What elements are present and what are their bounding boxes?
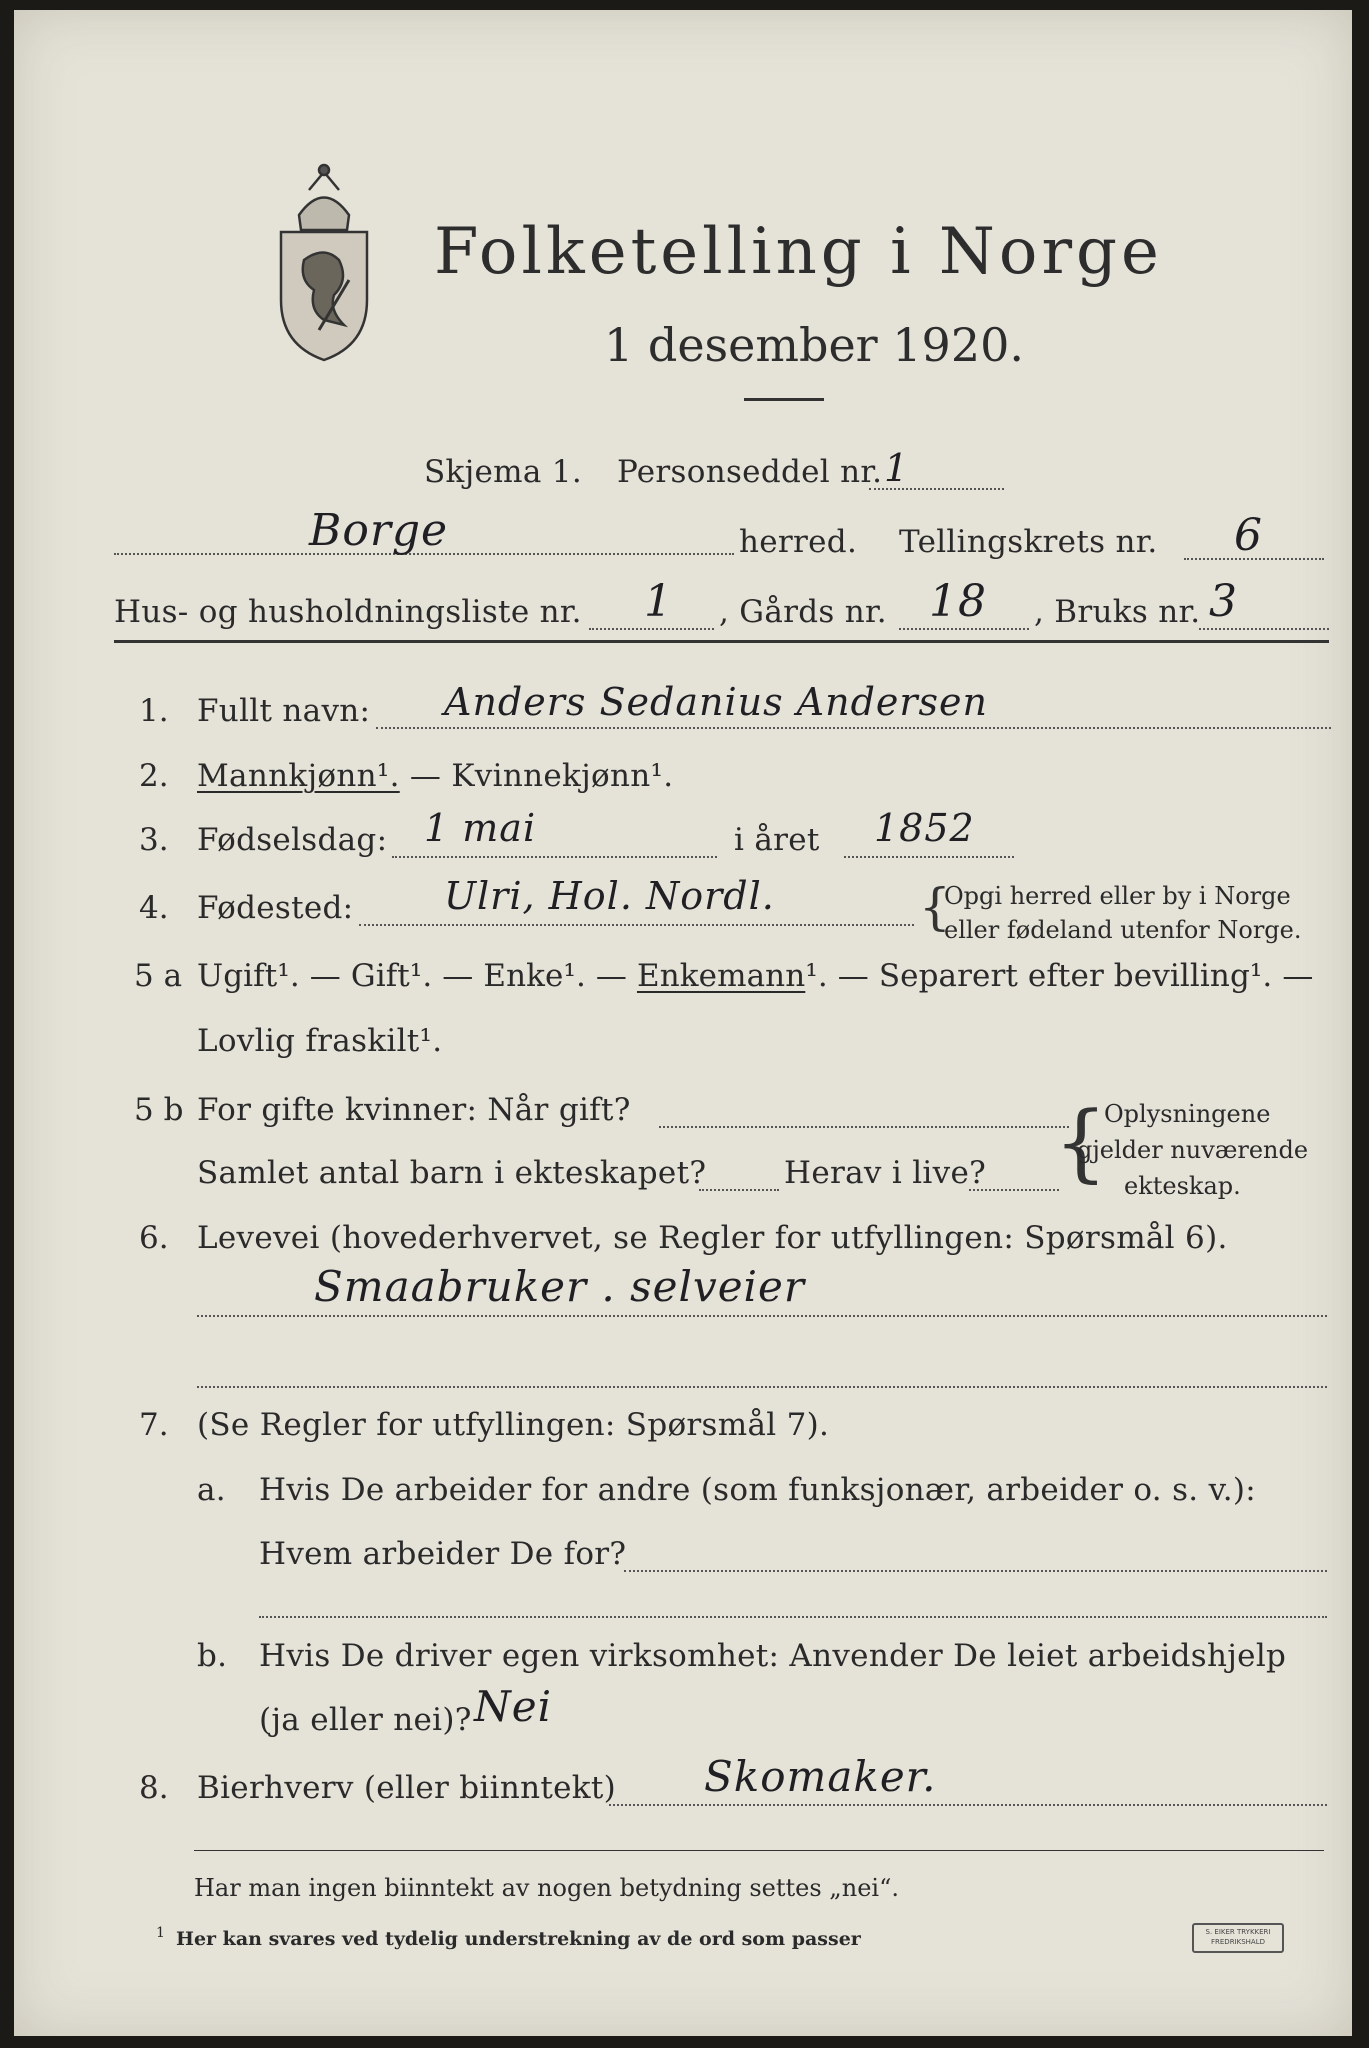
q7b-value: Nei	[474, 1682, 553, 1731]
q6-line2	[197, 1386, 1327, 1388]
printer-stamp-line2: FREDRIKSHALD	[1210, 1938, 1265, 1946]
q8-line	[609, 1804, 1327, 1806]
title-divider	[744, 398, 824, 401]
q3-value: 1 mai	[424, 806, 537, 850]
census-form-page	[14, 10, 1352, 2036]
q4-value: Ulri, Hol. Nordl.	[444, 874, 775, 918]
printer-stamp-line1: S. EIKER TRYKKERI	[1205, 1928, 1271, 1936]
q5b-note-line2: gjelder nuværende	[1077, 1136, 1309, 1164]
q5b-line1	[659, 1126, 1069, 1128]
q3-year-line	[844, 856, 1014, 858]
form-title: Folketelling i Norge	[434, 215, 1163, 289]
q8-number: 8.	[139, 1770, 169, 1806]
q5b-line2	[699, 1189, 779, 1191]
q2-separator: —	[399, 758, 452, 794]
q5b-note-brace: {	[1054, 1093, 1108, 1191]
q5a-ugift: Ugift¹.	[197, 958, 300, 994]
personseddel-label: Personseddel nr.	[617, 454, 883, 490]
q3-year-label: i året	[734, 822, 820, 858]
q7-number: 7.	[139, 1407, 169, 1443]
gards-label: , Gårds nr.	[719, 594, 887, 630]
q6-line1	[197, 1315, 1327, 1317]
q7a-line2	[259, 1616, 1327, 1618]
footnote-text: Her kan svares ved tydelig understrekning av de ord som passer	[176, 1928, 861, 1950]
q5b-label1: For gifte kvinner: Når gift?	[197, 1092, 631, 1128]
q7a-text: Hvis De arbeider for andre (som funksjonær, arbeider o. s. v.):	[259, 1472, 1257, 1508]
bruks-line	[1199, 628, 1329, 630]
q4-number: 4.	[139, 890, 169, 926]
q3-year-value: 1852	[874, 806, 975, 850]
q5a-gift: Gift¹.	[350, 958, 433, 994]
q1-number: 1.	[139, 693, 169, 729]
coat-of-arms-emblem	[269, 160, 379, 365]
q5a-number: 5 a	[134, 958, 183, 994]
q5b-number: 5 b	[134, 1092, 184, 1128]
hus-line	[589, 628, 714, 630]
q6-value: Smaabruker . selveier	[314, 1262, 805, 1311]
q7b-question: (ja eller nei)?	[259, 1702, 472, 1738]
q4-note-line2: eller fødeland utenfor Norge.	[944, 916, 1302, 944]
q1-label: Fullt navn:	[197, 693, 371, 729]
header-rule	[114, 640, 1329, 643]
footnote-mark: 1	[156, 1925, 165, 1941]
q3-number: 3.	[139, 822, 169, 858]
q5a-options: Ugift¹. — Gift¹. — Enke¹. — Enkemann¹. — Separert efter bevilling¹. —	[197, 958, 1314, 994]
printer-stamp	[1192, 1923, 1284, 1953]
q5b-note-line1: Oplysningene	[1104, 1100, 1271, 1128]
q4-line	[359, 924, 914, 926]
census-date: 1 desember 1920.	[604, 318, 1024, 372]
footer-rule	[194, 1850, 1324, 1851]
q5a-enkemann: Enkemann	[636, 958, 806, 994]
q7-label: (Se Regler for utfyllingen: Spørsmål 7).	[197, 1407, 830, 1443]
q7b-text: Hvis De driver egen virksomhet: Anvender De leiet arbeidshjelp	[259, 1638, 1287, 1674]
q7a-line1	[624, 1570, 1327, 1572]
q1-value: Anders Sedanius Andersen	[444, 680, 989, 724]
q1-line	[376, 727, 1331, 729]
q2-female-option: Kvinnekjønn¹.	[451, 758, 674, 794]
q2-options	[197, 758, 673, 794]
q3-label: Fødselsdag:	[197, 822, 388, 858]
tellingskrets-label: Tellingskrets nr.	[899, 524, 1158, 560]
q7b-letter: b.	[197, 1638, 228, 1674]
bruks-label: , Bruks nr.	[1034, 594, 1201, 630]
footer-note: Har man ingen biinntekt av nogen betydning settes „nei“.	[194, 1874, 899, 1902]
q2-male-option: Mannkjønn¹.	[197, 758, 400, 794]
q5a-separert: Separert efter bevilling¹.	[878, 958, 1273, 994]
skjema-label: Skjema 1.	[424, 454, 582, 490]
q5b-label3: Herav i live?	[784, 1155, 987, 1191]
gards-value: 18	[929, 576, 987, 627]
herred-label: herred.	[739, 524, 858, 560]
tellingskrets-value: 6	[1234, 510, 1263, 561]
q7a-question: Hvem arbeider De for?	[259, 1536, 627, 1572]
q8-value: Skomaker.	[704, 1752, 937, 1801]
bruks-value: 3	[1209, 576, 1238, 627]
q4-note-line1: Opgi herred eller by i Norge	[944, 882, 1291, 910]
q6-number: 6.	[139, 1220, 169, 1256]
q5b-line3	[969, 1189, 1059, 1191]
herred-value: Borge	[309, 505, 449, 556]
personseddel-value: 1	[884, 446, 910, 490]
q7a-letter: a.	[197, 1472, 226, 1508]
q4-label: Fødested:	[197, 890, 354, 926]
q8-label: Bierhverv (eller biinntekt)	[197, 1770, 617, 1806]
gards-line	[899, 628, 1029, 630]
q5a-enke: Enke¹.	[483, 958, 586, 994]
q5a-lovlig: Lovlig fraskilt¹.	[197, 1023, 443, 1059]
q3-date-line	[392, 856, 717, 858]
q5b-label2: Samlet antal barn i ekteskapet?	[197, 1155, 707, 1191]
q2-number: 2.	[139, 758, 169, 794]
q4-note-brace: {	[919, 878, 951, 936]
q6-label: Levevei (hovederhvervet, se Regler for utfyllingen: Spørsmål 6).	[197, 1220, 1228, 1256]
hus-label: Hus- og husholdningsliste nr.	[114, 594, 582, 630]
q5b-note-line3: ekteskap.	[1124, 1172, 1241, 1200]
hus-value: 1	[644, 576, 673, 627]
